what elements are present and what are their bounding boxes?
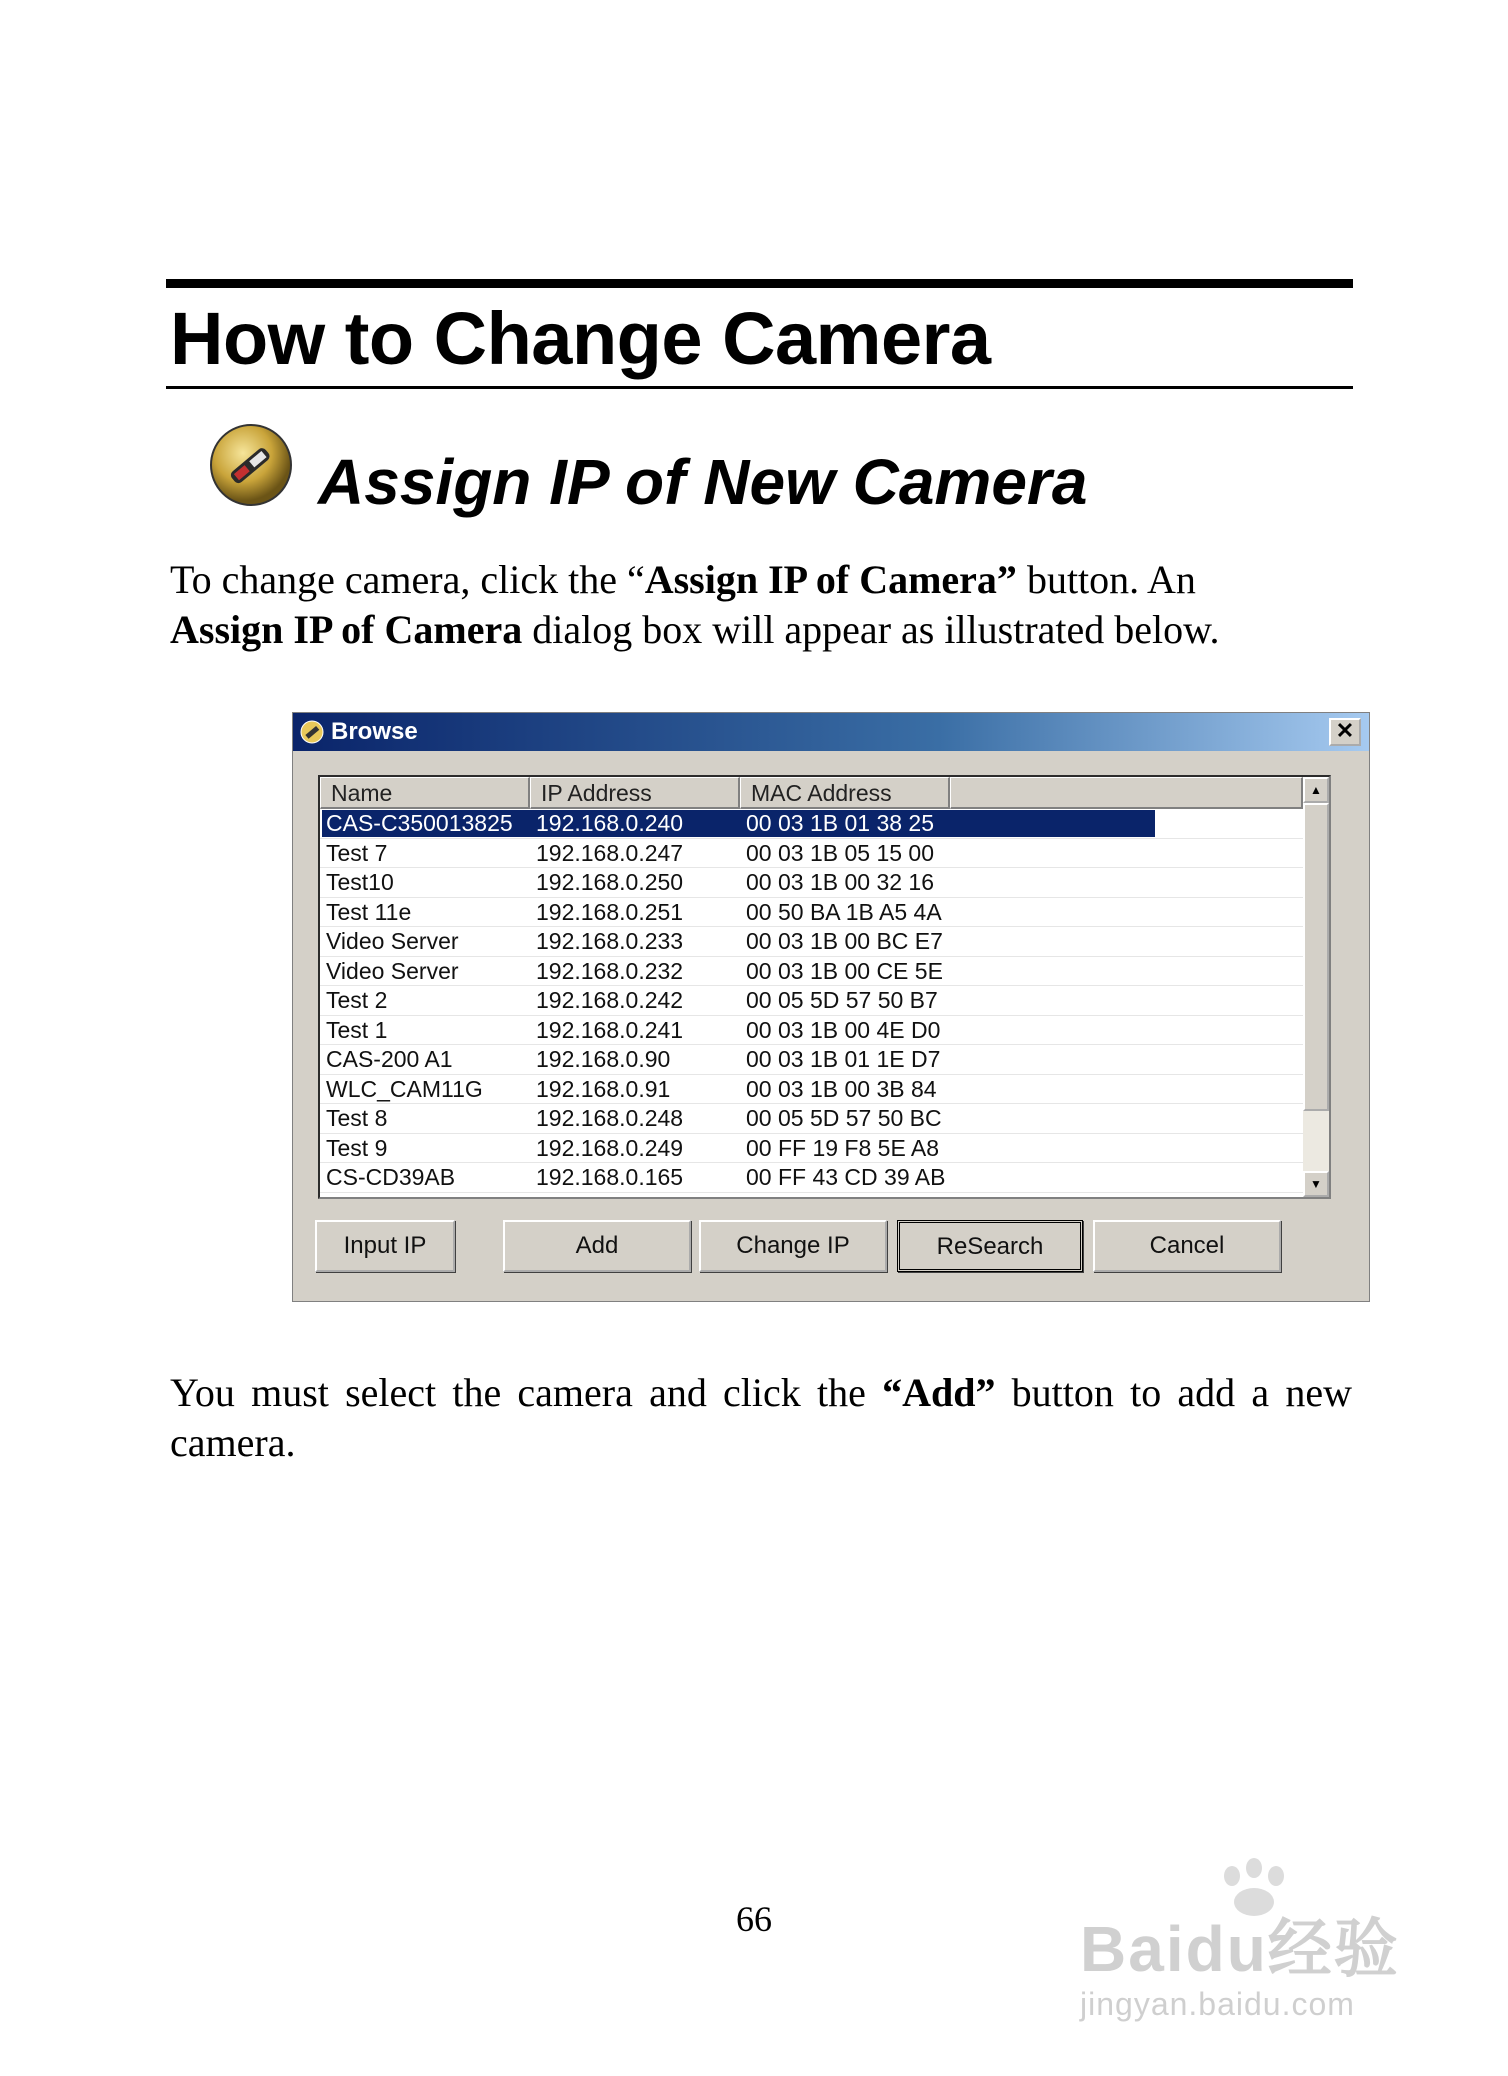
heading-rule — [166, 386, 1353, 389]
intro-text-3: dialog box will appear as illustrated below. — [522, 607, 1220, 652]
scroll-up-button[interactable] — [1303, 777, 1329, 803]
table-row[interactable] — [320, 1104, 1303, 1134]
up-arrow-icon: ▲ — [1310, 783, 1322, 797]
cell-mac: 00 FF 43 CD 39 AB — [746, 1164, 946, 1190]
cell-mac: 00 50 BA 1B A5 4A — [746, 898, 942, 925]
list-header — [320, 777, 1303, 809]
cell-name: Test 8 — [326, 1105, 388, 1131]
intro-bold-1: Assign IP of Camera” — [644, 557, 1017, 602]
app-icon — [299, 719, 325, 745]
cell-name: Test10 — [326, 869, 394, 895]
section-subheading: Assign IP of New Camera — [318, 446, 1088, 518]
close-button[interactable] — [1329, 718, 1361, 746]
close-icon: ✕ — [1335, 718, 1355, 743]
cell-mac: 00 03 1B 05 15 00 — [746, 839, 934, 866]
cell-ip: 192.168.0.233 — [536, 928, 684, 954]
column-header-name[interactable]: Name — [320, 777, 530, 809]
top-rule — [166, 279, 1353, 288]
dialog-title: Browse — [331, 718, 418, 745]
cell-mac: 00 FF 19 F8 5E A8 — [746, 1134, 940, 1161]
cell-ip: 192.168.0.251 — [536, 898, 684, 925]
cell-ip: 192.168.0.250 — [536, 869, 684, 895]
add-button[interactable]: Add — [503, 1220, 691, 1272]
cell-name: Video Server — [326, 928, 459, 954]
list-rows — [320, 809, 1303, 1193]
cell-mac: 00 03 1B 00 BC E7 — [746, 928, 943, 954]
intro-bold-2: Assign IP of Camera — [170, 607, 523, 652]
cell-name: CS-CD39AB — [326, 1164, 456, 1190]
table-row[interactable] — [320, 839, 1303, 869]
cell-name: WLC_CAM11G — [326, 1075, 483, 1102]
change-ip-button[interactable]: Change IP — [699, 1220, 887, 1272]
table-row[interactable] — [320, 1016, 1303, 1046]
cell-mac: 00 03 1B 00 32 16 — [746, 869, 934, 895]
cancel-button[interactable]: Cancel — [1093, 1220, 1281, 1272]
outro-text-2: button to add a new camera. — [170, 1370, 1352, 1465]
cell-ip: 192.168.0.242 — [536, 987, 684, 1013]
vertical-scrollbar[interactable] — [1303, 777, 1329, 1197]
column-header-empty — [950, 777, 1303, 809]
table-row[interactable] — [320, 1134, 1303, 1164]
cell-name: Video Server — [326, 957, 459, 984]
cell-mac: 00 03 1B 01 38 25 — [746, 810, 934, 836]
table-row[interactable] — [320, 927, 1303, 957]
cell-name: Test 11e — [326, 898, 412, 925]
cell-ip: 192.168.0.232 — [536, 957, 684, 984]
down-arrow-icon: ▼ — [1310, 1177, 1322, 1191]
cell-ip: 192.168.0.240 — [536, 810, 684, 836]
cell-ip: 192.168.0.249 — [536, 1134, 684, 1161]
page-number: 66 — [736, 1899, 772, 1939]
cell-ip: 192.168.0.165 — [536, 1164, 684, 1190]
cell-mac: 00 05 5D 57 50 B7 — [746, 987, 938, 1013]
cell-ip: 192.168.0.91 — [536, 1075, 671, 1102]
table-row[interactable] — [320, 809, 1303, 839]
watermark-logo: Baidu经验 — [1080, 1913, 1400, 1985]
table-row[interactable] — [320, 1075, 1303, 1105]
cell-mac: 00 03 1B 00 3B 84 — [746, 1075, 937, 1102]
scroll-thumb[interactable] — [1303, 803, 1329, 1111]
browse-dialog — [292, 712, 1370, 1302]
intro-text-2: button. An — [1016, 557, 1196, 602]
cell-mac: 00 03 1B 00 4E D0 — [746, 1016, 941, 1043]
outro-text-1: You must select the camera and click the — [170, 1370, 883, 1415]
cell-name: Test 7 — [326, 839, 388, 866]
cell-name: Test 9 — [326, 1134, 388, 1161]
table-row[interactable] — [320, 1045, 1303, 1075]
dialog-titlebar[interactable] — [293, 713, 1369, 751]
watermark — [1080, 1858, 1440, 2028]
cell-name: Test 2 — [326, 987, 388, 1013]
cell-name: CAS-C350013825 — [326, 810, 513, 836]
camera-list[interactable] — [318, 775, 1331, 1199]
table-row[interactable] — [320, 868, 1303, 898]
cell-ip: 192.168.0.241 — [536, 1016, 684, 1043]
scroll-down-button[interactable] — [1303, 1171, 1329, 1197]
input-ip-button[interactable]: Input IP — [315, 1220, 455, 1272]
outro-bold-1: “Add” — [882, 1370, 996, 1415]
watermark-url: jingyan.baidu.com — [1080, 1986, 1355, 2022]
column-header-mac[interactable]: MAC Address — [740, 777, 950, 809]
outro-paragraph — [170, 1368, 1352, 1468]
column-header-ip[interactable]: IP Address — [530, 777, 740, 809]
assign-ip-icon — [206, 420, 296, 510]
section-heading: How to Change Camera — [170, 297, 991, 380]
table-row[interactable] — [320, 1163, 1303, 1193]
cell-mac: 00 03 1B 00 CE 5E — [746, 957, 943, 984]
table-row[interactable] — [320, 957, 1303, 987]
table-row[interactable] — [320, 898, 1303, 928]
cell-name: CAS-200 A1 — [326, 1046, 453, 1072]
intro-text-1: To change camera, click the “ — [170, 557, 645, 602]
table-row[interactable] — [320, 986, 1303, 1016]
cell-ip: 192.168.0.247 — [536, 839, 684, 866]
cell-mac: 00 05 5D 57 50 BC — [746, 1105, 942, 1131]
cell-ip: 192.168.0.90 — [536, 1046, 671, 1072]
intro-paragraph — [170, 555, 1352, 655]
cell-mac: 00 03 1B 01 1E D7 — [746, 1046, 941, 1072]
research-button[interactable]: ReSearch — [897, 1220, 1083, 1272]
cell-ip: 192.168.0.248 — [536, 1105, 684, 1131]
cell-name: Test 1 — [326, 1016, 388, 1043]
